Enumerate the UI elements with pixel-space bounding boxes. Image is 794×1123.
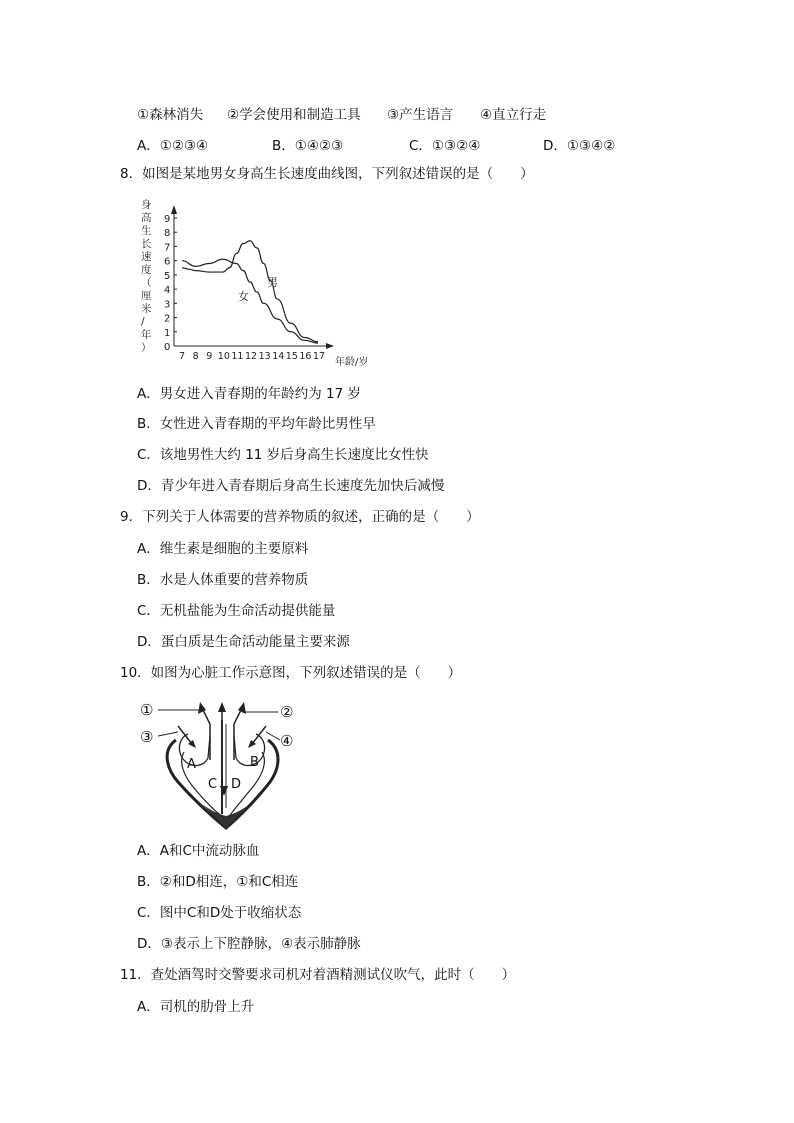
ylabel-char: 长 xyxy=(141,238,152,250)
q7-stem-1: ①森林消失 xyxy=(137,107,204,123)
q9-option-d: D．蛋白质是生命活动能量主要来源 xyxy=(137,634,350,650)
q7-stems xyxy=(137,103,546,123)
q9-stem: 9．下列关于人体需要的营养物质的叙述，正确的是（ ） xyxy=(120,509,480,525)
ylabel-char: 米 xyxy=(141,303,152,315)
chamber-d: D xyxy=(231,777,242,792)
x-axis-arrow xyxy=(326,343,334,349)
y-tick-label: 8 xyxy=(164,228,171,240)
q10-stem: 10．如图为心脏工作示意图，下列叙述错误的是（ ） xyxy=(120,665,462,681)
series-line-male xyxy=(182,241,318,342)
q8-option-d: D．青少年进入青春期后身高生长速度先加快后减慢 xyxy=(137,478,445,494)
ylabel-char: 高 xyxy=(141,212,152,224)
y-tick-label: 9 xyxy=(164,214,171,225)
q8-option-b: B．女性进入青春期的平均年龄比男性早 xyxy=(137,416,376,432)
x-tick-label: 14 xyxy=(272,351,285,362)
y-tick-label: 5 xyxy=(164,270,171,282)
series-label-female: 女 xyxy=(238,290,249,303)
q11-option-a: A．司机的肋骨上升 xyxy=(137,999,255,1015)
y-tick-label: 4 xyxy=(164,285,171,297)
x-tick-label: 7 xyxy=(179,351,186,362)
q8-stem: 8．如图是某地男女身高生长速度曲线图，下列叙述错误的是（ ） xyxy=(120,166,534,182)
ylabel-char: 度 xyxy=(141,264,152,276)
arrow-up-middle xyxy=(218,702,226,712)
q9-option-b: B．水是人体重要的营养物质 xyxy=(137,572,309,588)
q11-stem: 11．查处酒驾时交警要求司机对着酒精测试仪吹气，此时（ ） xyxy=(120,967,516,983)
x-tick-label: 10 xyxy=(217,351,230,362)
x-tick-label: 11 xyxy=(231,351,244,362)
q9-option-a: A．维生素是细胞的主要原料 xyxy=(137,541,309,557)
q7-stem-3: ③产生语言 xyxy=(387,107,454,123)
q10-option-a: A．A和C中流动脉血 xyxy=(137,843,260,859)
x-tick-label: 17 xyxy=(313,351,326,362)
marker-4: ④ xyxy=(280,732,294,750)
heart-diagram xyxy=(138,696,308,832)
y-tick-label: 3 xyxy=(164,299,171,311)
x-tick-label: 15 xyxy=(285,351,298,362)
y-tick-label: 6 xyxy=(164,256,171,268)
q8-option-c: C．该地男性大约 11 岁后身高生长速度比女性快 xyxy=(137,447,429,463)
ylabel-char: 年 xyxy=(141,329,152,341)
marker-1: ① xyxy=(140,701,154,719)
ylabel-char: 速 xyxy=(141,251,152,263)
x-tick-label: 8 xyxy=(192,351,199,362)
q7-option-a: A．①②③④ xyxy=(137,138,209,154)
chamber-a: A xyxy=(187,757,196,772)
x-tick-label: 16 xyxy=(299,351,312,362)
q7-option-d: D．①③④② xyxy=(543,138,616,154)
series-label-male: 男 xyxy=(267,276,278,289)
q7-option-c: C．①③②④ xyxy=(409,138,481,154)
q7-options xyxy=(137,134,615,154)
x-tick-label: 9 xyxy=(206,351,213,362)
q8-option-a: A．男女进入青春期的年龄约为 17 岁 xyxy=(137,386,361,402)
q7-stem-2: ②学会使用和制造工具 xyxy=(227,107,361,123)
x-tick-label: 13 xyxy=(258,351,271,362)
q10-option-d: D．③表示上下腔静脉，④表示肺静脉 xyxy=(137,936,361,952)
q7-stem-4: ④直立行走 xyxy=(480,107,547,123)
x-tick-label: 12 xyxy=(245,351,258,362)
x-axis-label: 年龄/岁 xyxy=(335,357,369,368)
y-axis-arrow xyxy=(171,205,177,214)
y-axis-label xyxy=(141,199,152,354)
q7-option-b: B．①④②③ xyxy=(272,138,344,154)
y-tick-label: 1 xyxy=(164,327,171,339)
q10-option-c: C．图中C和D处于收缩状态 xyxy=(137,905,302,921)
ylabel-char: 生 xyxy=(141,225,152,237)
q9-option-c: C．无机盐能为生命活动提供能量 xyxy=(137,603,336,619)
chamber-b: B xyxy=(250,755,259,770)
marker-3: ③ xyxy=(140,728,154,746)
q10-option-b: B．②和D相连，①和C相连 xyxy=(137,874,299,890)
leader-3 xyxy=(158,732,178,736)
ylabel-char: 身 xyxy=(141,199,152,211)
ylabel-char: 厘 xyxy=(141,290,152,302)
y-tick-label: 2 xyxy=(164,313,171,325)
ylabel-char: ） xyxy=(141,342,152,354)
ylabel-char: （ xyxy=(141,277,152,289)
leader-4 xyxy=(266,732,280,740)
y-tick-label: 0 xyxy=(164,342,171,353)
ylabel-char: / xyxy=(141,316,145,328)
growth-chart xyxy=(138,196,378,374)
y-tick-label: 7 xyxy=(164,242,171,254)
chamber-c: C xyxy=(208,777,218,792)
marker-2: ② xyxy=(280,703,294,721)
